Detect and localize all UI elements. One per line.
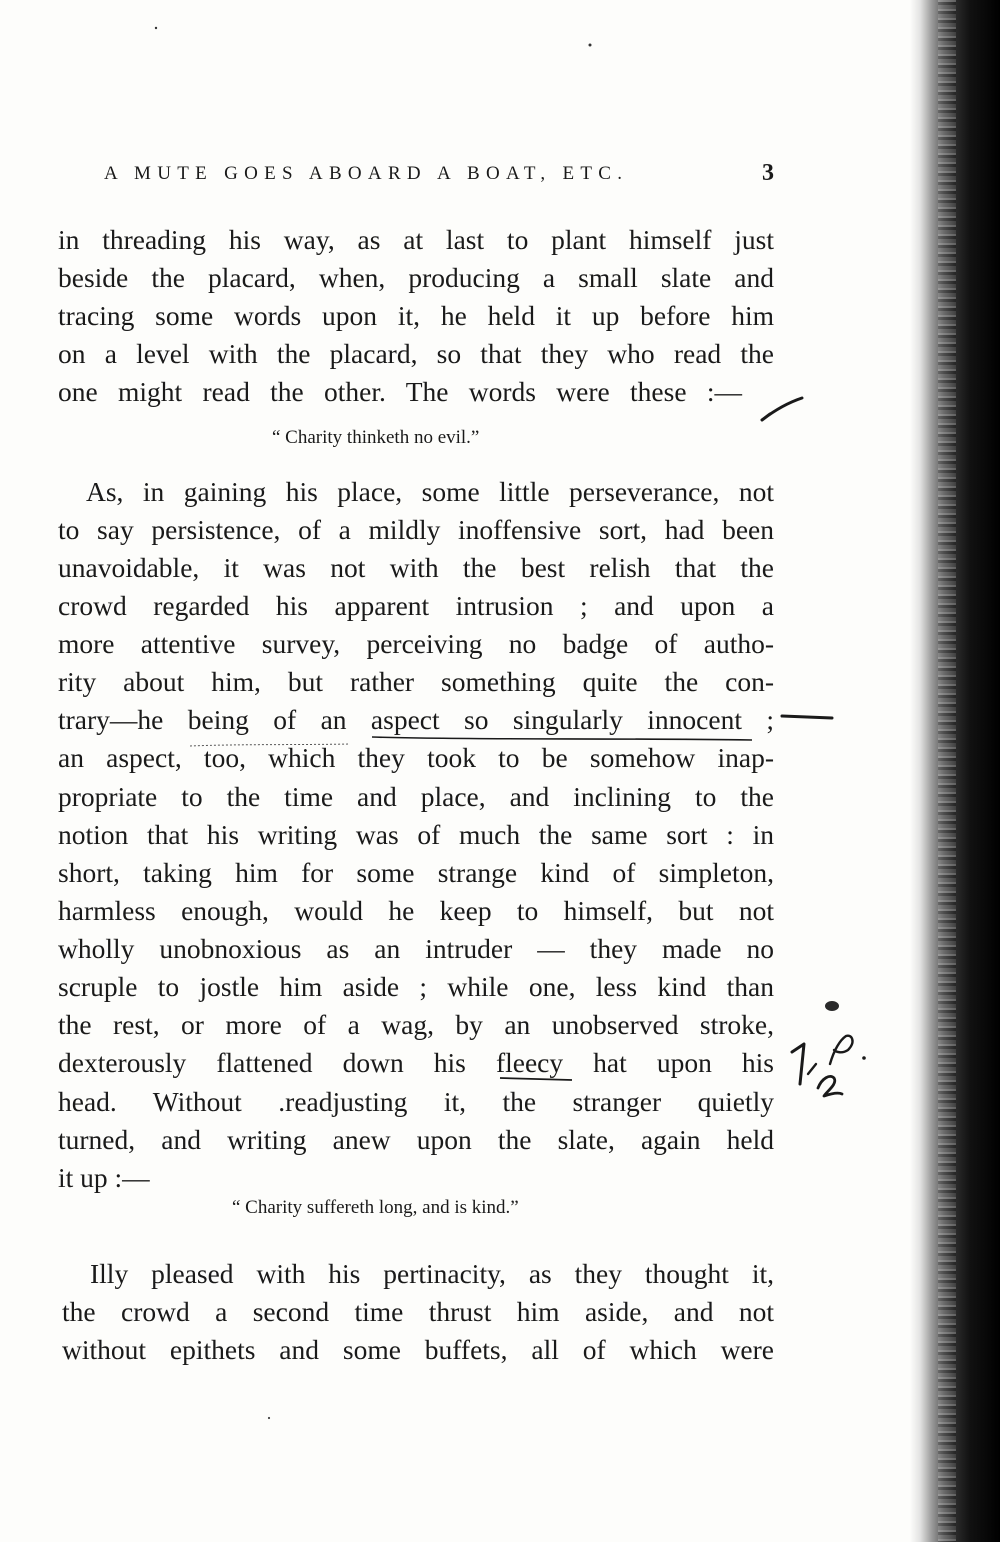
speck-mark <box>589 44 592 47</box>
text-line: wholly unobnoxious as an intruder — they made no <box>58 933 774 964</box>
text-line: Illy pleased with his pertinacity, as they thought it, <box>90 1258 774 1289</box>
text-line: the rest, or more of a wag, by an unobserved stroke, <box>58 1009 774 1040</box>
text-line: the crowd a second time thrust him aside, and not <box>62 1296 774 1327</box>
quotation: “ Charity suffereth long, and is kind.” <box>232 1197 519 1218</box>
quotation: “ Charity thinketh no evil.” <box>272 427 480 448</box>
text-line: As, in gaining his place, some little perseverance, not <box>86 476 774 507</box>
text-line: crowd regarded his apparent intrusion ; and upon a <box>58 590 774 621</box>
text-line: turned, and writing anew upon the slate, again held <box>58 1124 774 1155</box>
text-line: on a level with the placard, so that they who read the <box>58 338 774 369</box>
text-line: an aspect, too, which they took to be somehow inap- <box>58 742 774 773</box>
text-line: harmless enough, would he keep to himself, but not <box>58 895 774 926</box>
text-line: beside the placard, when, producing a small slate and <box>58 262 774 293</box>
ink-blot <box>825 1001 839 1011</box>
text-line: it up :— <box>58 1162 150 1193</box>
text-line: to say persistence, of a mildly inoffensive sort, had been <box>58 514 774 545</box>
text-line: short, taking him for some strange kind of simpleton, <box>58 857 774 888</box>
text-line: notion that his writing was of much the same sort : in <box>58 819 774 850</box>
text-line: rity about him, but rather something quite the con- <box>58 666 774 697</box>
page-number: 3 <box>762 160 774 186</box>
text-line: head. Without .readjusting it, the stranger quietly <box>58 1086 774 1117</box>
margin-tick-mark <box>762 398 802 420</box>
text-line: in threading his way, as at last to plant himself just <box>58 224 774 255</box>
text-line: one might read the other. The words were these :— <box>58 376 742 407</box>
text-line: unavoidable, it was not with the best relish that the <box>58 552 774 583</box>
text-line: dexterously flattened down his fleecy hat upon his <box>58 1047 774 1078</box>
speck-mark <box>155 27 157 29</box>
running-head <box>104 160 774 190</box>
binding-texture <box>938 0 956 1542</box>
handwritten-note <box>792 1036 866 1096</box>
text-line: trary—he being of an aspect so singularly innocent ; <box>58 704 774 735</box>
running-title: A MUTE GOES ABOARD A BOAT, ETC. <box>104 163 629 184</box>
margin-dash-mark <box>782 716 832 718</box>
speck-mark <box>268 1417 270 1419</box>
text-line: without epithets and some buffets, all of which were <box>62 1334 774 1365</box>
text-line: tracing some words upon it, he held it up before him <box>58 300 774 331</box>
text-line: more attentive survey, perceiving no badge of autho- <box>58 628 774 659</box>
text-line: scruple to jostle him aside ; while one, less kind than <box>58 971 774 1002</box>
text-line: propriate to the time and place, and inclining to the <box>58 781 774 812</box>
